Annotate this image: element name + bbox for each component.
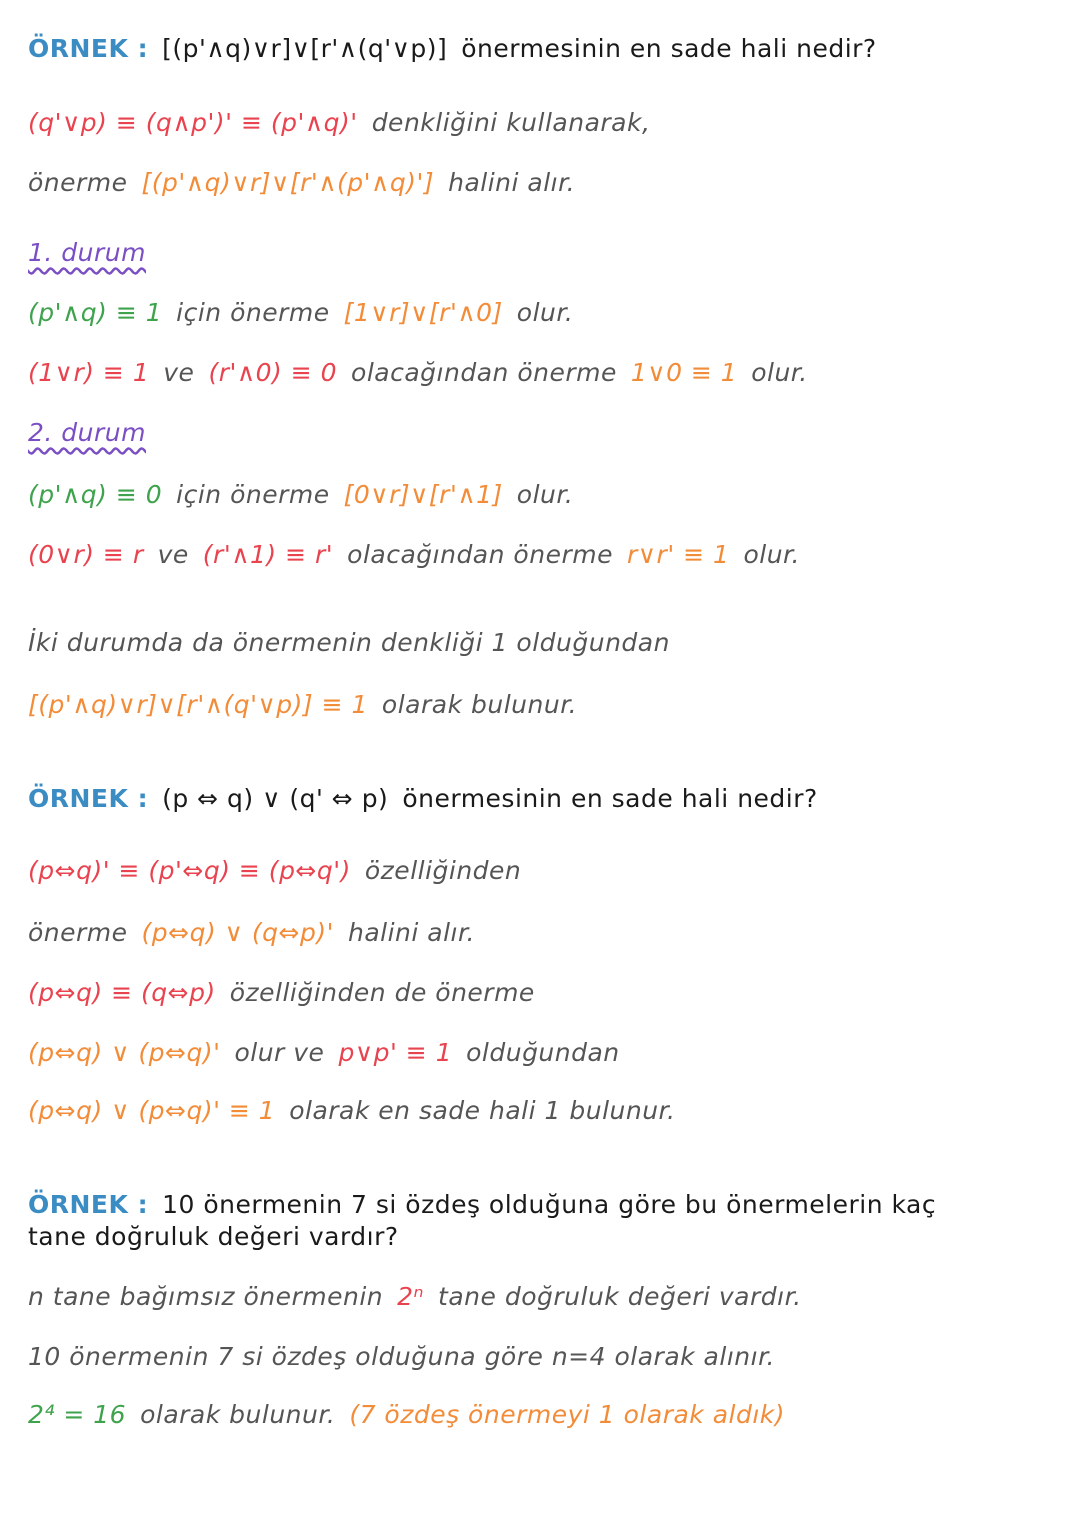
note-line bbox=[28, 418, 160, 447]
text-segment: özelliğinden de önerme bbox=[229, 978, 535, 1007]
text-segment: için önerme bbox=[176, 298, 330, 327]
text-segment: olarak bulunur. bbox=[140, 1400, 336, 1429]
text-segment: olarak bulunur. bbox=[381, 690, 578, 719]
example-label: ÖRNEK : bbox=[28, 784, 149, 813]
text-segment: (r'∧1) ≡ r' bbox=[202, 540, 334, 569]
text-segment: için önerme bbox=[176, 480, 330, 509]
note-line bbox=[28, 918, 489, 947]
text-segment: p∨p' ≡ 1 bbox=[338, 1038, 453, 1067]
text-segment: olarak en sade hali 1 bulunur. bbox=[289, 1096, 676, 1125]
text-segment: 10 önermenin 7 si özdeş olduğuna göre n=4 olarak alınır. bbox=[28, 1342, 775, 1371]
text-segment: tane doğruluk değeri vardır? bbox=[28, 1222, 399, 1251]
text-segment: (p'∧q) ≡ 1 bbox=[28, 298, 163, 327]
text-segment: önerme bbox=[28, 918, 128, 947]
question-line bbox=[28, 1190, 950, 1219]
text-segment: (p⇔q) ∨ (p⇔q)' bbox=[28, 1038, 221, 1067]
note-line bbox=[28, 238, 160, 267]
text-segment: 1∨0 ≡ 1 bbox=[630, 358, 738, 387]
note-line bbox=[28, 480, 587, 509]
text-segment: halini alır. bbox=[448, 168, 576, 197]
example-label: ÖRNEK : bbox=[28, 1190, 149, 1219]
note-line bbox=[28, 358, 822, 387]
text-segment: tane doğruluk değeri vardır. bbox=[438, 1282, 802, 1311]
text-segment: r∨r' ≡ 1 bbox=[626, 540, 730, 569]
text-segment: n tane bağımsız önermenin bbox=[28, 1282, 384, 1311]
text-segment: ve bbox=[163, 358, 195, 387]
note-line bbox=[28, 168, 589, 197]
example-label: ÖRNEK : bbox=[28, 34, 149, 63]
note-line bbox=[28, 1400, 799, 1429]
text-segment: önerme bbox=[28, 168, 128, 197]
text-segment: [(p'∧q)∨r]∨[r'∧(q'∨p)] bbox=[162, 34, 448, 63]
question-line bbox=[28, 784, 832, 813]
note-line bbox=[28, 1282, 816, 1311]
text-segment: (p ⇔ q) ∨ (q' ⇔ p) bbox=[162, 784, 389, 813]
text-segment: olacağından önerme bbox=[351, 358, 617, 387]
text-segment: [(p'∧q)∨r]∨[r'∧(q'∨p)] ≡ 1 bbox=[28, 690, 368, 719]
question-line bbox=[28, 1222, 413, 1251]
text-segment: (q'∨p) ≡ (q∧p')' ≡ (p'∧q)' bbox=[28, 108, 358, 137]
text-segment: (p'∧q) ≡ 0 bbox=[28, 480, 163, 509]
text-segment: İki durumda da önermenin denkliği 1 olduğundan bbox=[28, 628, 670, 657]
question-line bbox=[28, 34, 891, 63]
note-line bbox=[28, 1342, 789, 1371]
text-segment: 2⁴ = 16 bbox=[28, 1400, 127, 1429]
note-line bbox=[28, 1038, 634, 1067]
text-segment: 10 önermenin 7 si özdeş olduğuna göre bu önermelerin kaç bbox=[162, 1190, 937, 1219]
text-segment: (p⇔q) ≡ (q⇔p) bbox=[28, 978, 216, 1007]
note-line bbox=[28, 978, 549, 1007]
note-line bbox=[28, 690, 591, 719]
note-line bbox=[28, 628, 684, 657]
text-segment: önermesinin en sade hali nedir? bbox=[461, 34, 877, 63]
note-line bbox=[28, 540, 814, 569]
text-segment: 2ⁿ bbox=[397, 1282, 425, 1311]
text-segment: olur ve bbox=[234, 1038, 325, 1067]
text-segment: olduğundan bbox=[466, 1038, 620, 1067]
text-segment: olur. bbox=[516, 480, 574, 509]
text-segment: özelliğinden bbox=[364, 856, 522, 885]
case-heading: 1. durum bbox=[28, 238, 146, 267]
text-segment: (1∨r) ≡ 1 bbox=[28, 358, 150, 387]
text-segment: [0∨r]∨[r'∧1] bbox=[343, 480, 503, 509]
text-segment: olur. bbox=[743, 540, 800, 569]
text-segment: (0∨r) ≡ r bbox=[28, 540, 144, 569]
text-segment: (p⇔q)' ≡ (p'⇔q) ≡ (p⇔q') bbox=[28, 856, 351, 885]
text-segment: önermesinin en sade hali nedir? bbox=[402, 784, 818, 813]
text-segment: (p⇔q) ∨ (p⇔q)' ≡ 1 bbox=[28, 1096, 276, 1125]
text-segment: (r'∧0) ≡ 0 bbox=[208, 358, 338, 387]
text-segment: [(p'∧q)∨r]∨[r'∧(p'∧q)'] bbox=[141, 168, 435, 197]
note-line bbox=[28, 856, 535, 885]
note-line bbox=[28, 298, 587, 327]
text-segment: denkliğini kullanarak, bbox=[371, 108, 651, 137]
case-heading: 2. durum bbox=[28, 418, 146, 447]
text-segment: [1∨r]∨[r'∧0] bbox=[343, 298, 503, 327]
note-line bbox=[28, 1096, 689, 1125]
text-segment: olur. bbox=[751, 358, 808, 387]
text-segment: (p⇔q) ∨ (q⇔p)' bbox=[141, 918, 334, 947]
text-segment: halini alır. bbox=[348, 918, 475, 947]
text-segment: olur. bbox=[516, 298, 574, 327]
text-segment: olacağından önerme bbox=[347, 540, 613, 569]
text-segment: ve bbox=[157, 540, 189, 569]
note-line bbox=[28, 108, 664, 137]
text-segment: (7 özdeş önermeyi 1 olarak aldık) bbox=[349, 1400, 786, 1429]
